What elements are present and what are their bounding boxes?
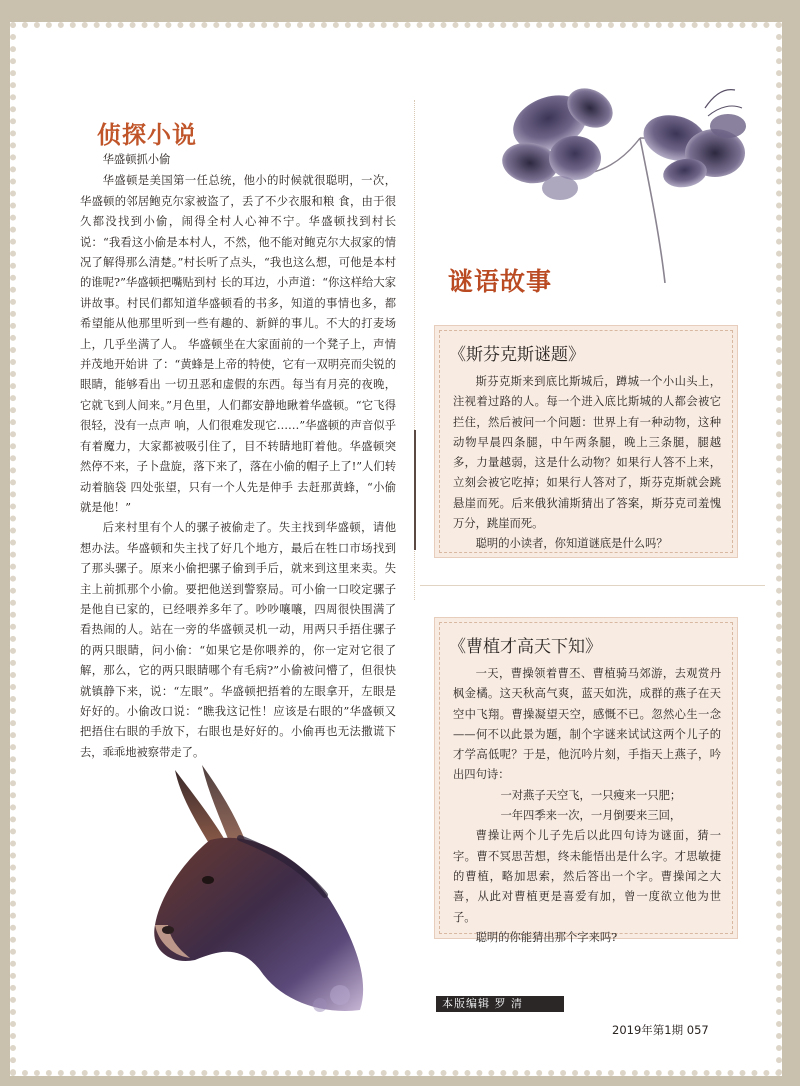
riddle-body-caozhi [453,664,721,948]
section-title-riddle: 谜语故事 [448,267,553,296]
issue-date: 2019年第1期 [612,1023,684,1037]
riddle-paragraph: 斯芬克斯来到底比斯城后，蹲城一个小山头上，注视着过路的人。每一个进入底比斯城的人都会被它拦住，然后被问一个问题：世界上有一种动物，这种动物早晨四条腿，中午两条腿，晚上三条腿，腿越多，力量越弱，这是什么动物？如果行人答不上来，立刻会被它吃掉；如果行人答对了，斯芬克斯就会跳悬崖而死。后来俄狄浦斯猜出了答案，斯芬克司羞愧万分，跳崖而死。 [453,375,721,531]
story-subtitle: 华盛顿抓小偷 [102,153,171,166]
section-title-detective: 侦探小说 [97,121,197,149]
editor-credit: 本版编辑 罗 清 [436,996,564,1012]
story-paragraph: 华盛顿是美国第一任总统，他小的时候就很聪明，一次，华盛顿的邻居鲍克尔家被盗了，丢了不少衣服和粮 食，由于很久都没找到小偷，闹得全村人心神不宁。华盛顿找到村长说：“我看这小偷是本村人，不然，他不能对鲍克尔大叔家的情况了解得那么清楚。”村长听了点头，“我也这么想，可他是本村的谁呢?”华盛顿把嘴贴到村 长的耳边，小声道：“你这样给大家讲故事。村民们都知道华盛顿看的书多，知道的事情也多，都希望能从他那里听到一些有趣的、新鲜的事儿。不大的打麦场上，几乎坐满了人。 华盛顿坐在大家面前的一个凳子上，声情并茂地开始讲 了：“黄蜂是上帝的特使，它有一双明亮而尖锐的眼睛，能够看出 一切丑恶和虚假的东西。每当有月亮的夜晚，它就飞到人间来。”月色里，人们都安静地瞅着华盛顿。“它飞得很轻，没有一点声 响，人们很难发现它……”华盛顿的声音似乎有着魔力，大家都被吸引住了，目不转睛地盯着他。华盛顿突然停不来，子卜盘旋，落下来了，落在小偷的帽子上了!”人们转动着脑袋 四处张望，只有一个人先是伸手 去赶那黄蜂，“小偷就是他！” [80,174,396,514]
watercolor-donkey-illustration [140,760,390,1020]
riddle-question: 聪明的小读者，你知道谜底是什么吗？ [475,537,668,551]
detective-story [80,150,396,763]
riddle-box-sphinx [434,325,738,558]
riddle-box-caozhi [434,617,738,944]
column-divider-accent [414,430,416,550]
poem-line: 一年四季来一次，一月倒要来三回， [500,809,682,823]
riddle-body-sphinx [453,372,721,555]
riddle-title-caozhi: 《曹植才高天下知》 [449,637,602,657]
riddle-paragraph: 曹操让两个儿子先后以此四句诗为谜面，猜一字。曹不冥思苦想，终未能悟出是什么字。才思敏捷的曹植，略加思索，然后答出一个字。曹操闻之大喜，从此对曹植更是喜爱有加，曾一度欲立他为世子。 [453,829,721,924]
ink-flower-illustration [500,78,760,283]
poem-line: 一对燕子天空飞，一只瘦来一只肥； [500,788,682,802]
page-number: 057 [686,1023,709,1037]
section-divider [420,585,765,586]
riddle-title-sphinx: 《斯芬克斯谜题》 [449,345,585,365]
riddle-question: 聪明的你能猜出那个字来吗? [475,930,618,944]
riddle-paragraph: 一天，曹操领着曹丕、曹植骑马郊游，去观赏丹枫金橘。这天秋高气爽，蓝天如洗，成群的燕子在天空中飞翔。曹操凝望天空，感慨不已。忽然心生一念——何不以此景为题，制个字谜来试试这两个儿子的才学高低呢？于是，他沉吟片刻，手指天上燕子，吟出四句诗： [453,667,721,782]
story-paragraph: 后来村里有个人的骡子被偷走了。失主找到华盛顿，请他想办法。华盛顿和失主找了好几个地方，最后在牲口市场找到了那头骡子。原来小偷把骡子偷到手后，就来到这里来卖。失主上前抓那个小偷。要把他送到警察局。可小偷一口咬定骡子是他自已家的，已经喂养多年了。吵吵嚷嚷，四周很快围满了看热闹的人。站在一旁的华盛顿灵机一动，用两只手捂住骡子的两只眼睛，问小偷：“如果它是你喂养的，你一定对它很了解，那么，它的两只眼睛哪个有毛病?”小偷被问懵了，但很快就镇静下来，说：“左眼”。华盛顿把捂着的左眼拿开，左眼是好好的。小偷改口说：“瞧我这记性！应该是右眼的”华盛顿又把捂住右眼的手放下，右眼也是好好的。小偷再也无法撒谎下去，乖乖地被察带走了。 [80,521,396,759]
issue-info [612,1022,709,1038]
